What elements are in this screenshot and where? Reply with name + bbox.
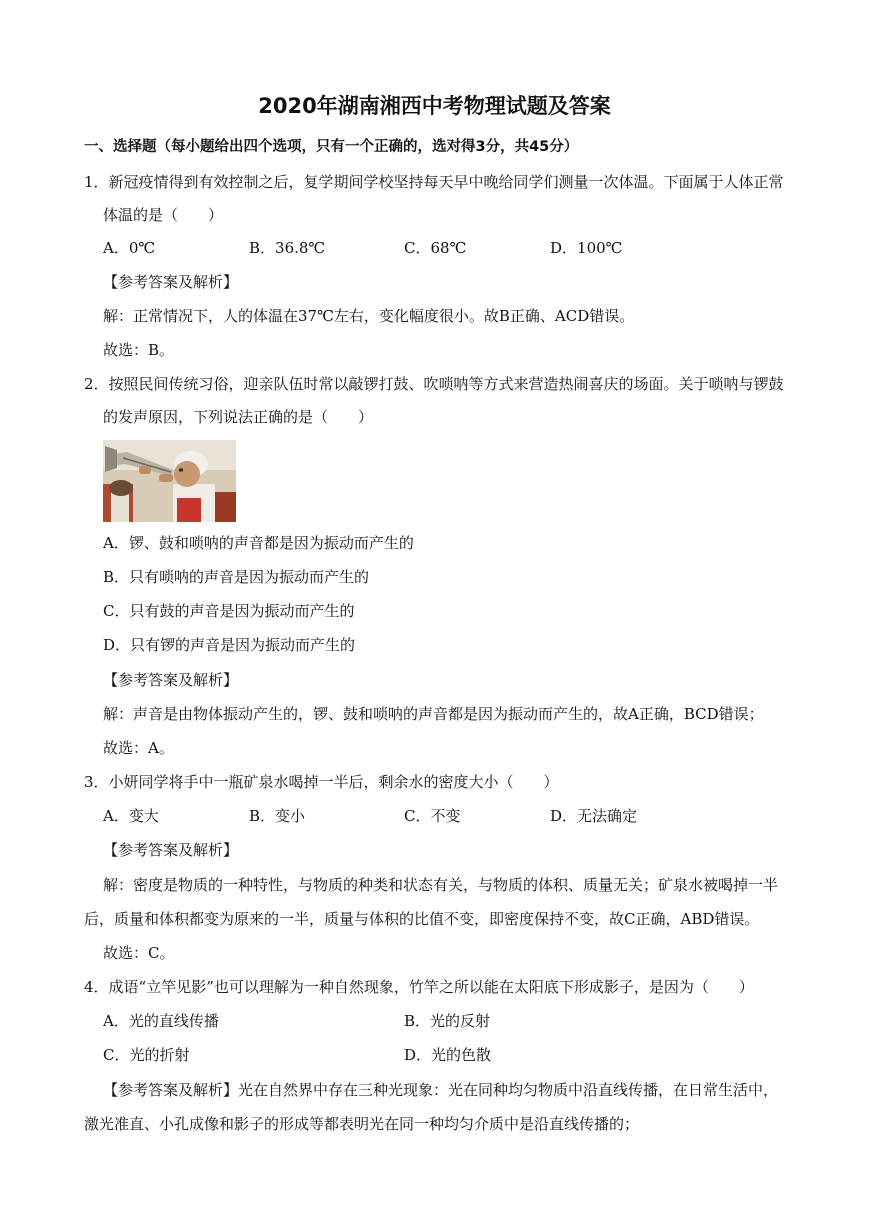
q2-answer-label: 【参考答案及解析】 — [103, 671, 239, 689]
q2-analysis: 解：声音是由物体振动产生的，锣、鼓和唢呐的声音都是因为振动而产生的，故A正确，BCD错误； — [103, 705, 764, 723]
q1-choice: 故选：B。 — [103, 341, 175, 359]
q3-analysis-line1: 解：密度是物质的一种特性，与物质的种类和状态有关，与物质的体积、质量无关；矿泉水被喝掉一半 — [103, 876, 779, 894]
suona-player-photo — [103, 440, 236, 522]
q1-analysis: 解：正常情况下，人的体温在37℃左右，变化幅度很小。故B正确、ACD错误。 — [103, 307, 635, 325]
q3-option-a: A．变大 — [103, 807, 159, 825]
q1-option-b: B．36.8℃ — [249, 239, 326, 257]
q2-stem-line1: 2．按照民间传统习俗，迎亲队伍时常以敲锣打鼓、吹唢呐等方式来营造热闹喜庆的场面。关于唢呐与锣鼓 — [84, 375, 784, 393]
q4-answer-label: 【参考答案及解析】 — [103, 1081, 239, 1099]
q2-option-d: D．只有锣的声音是因为振动而产生的 — [103, 636, 356, 654]
q4-answer-line1 — [103, 1080, 778, 1100]
q4-option-a: A．光的直线传播 — [103, 1012, 219, 1030]
q4-analysis-line2: 激光准直、小孔成像和影子的形成等都表明光在同一种均匀介质中是沿直线传播的； — [84, 1115, 640, 1133]
section-heading: 一、选择题（每小题给出四个选项，只有一个正确的，选对得3分，共45分） — [84, 139, 579, 155]
q3-choice: 故选：C。 — [103, 944, 175, 962]
q1-stem-line1: 1．新冠疫情得到有效控制之后，复学期间学校坚持每天早中晚给同学们测量一次体温。下面属于人体正常 — [84, 173, 784, 191]
q1-option-a: A．0℃ — [103, 239, 156, 257]
q4-option-b: B．光的反射 — [404, 1012, 491, 1030]
q2-option-c: C．只有鼓的声音是因为振动而产生的 — [103, 602, 355, 620]
q4-stem: 4．成语“立竿见影”也可以理解为一种自然现象，竹竿之所以能在太阳底下形成影子，是因为（ ） — [84, 978, 754, 996]
q1-answer-label: 【参考答案及解析】 — [103, 273, 239, 291]
q1-option-c: C．68℃ — [404, 239, 467, 257]
q3-option-d: D．无法确定 — [550, 807, 638, 825]
q2-stem-line2: 的发声原因，下列说法正确的是（ ） — [103, 408, 374, 426]
q2-choice: 故选：A。 — [103, 739, 174, 757]
q4-option-c: C．光的折射 — [103, 1046, 190, 1064]
q3-analysis-line2: 后，质量和体积都变为原来的一半，质量与体积的比值不变，即密度保持不变，故C正确，ABD错误。 — [84, 910, 760, 928]
q3-answer-label: 【参考答案及解析】 — [103, 841, 239, 859]
q1-stem-line2: 体温的是（ ） — [103, 206, 224, 224]
q3-option-c: C．不变 — [404, 807, 461, 825]
q4-analysis-line1: 光在自然界中存在三种光现象：光在同种均匀物质中沿直线传播，在日常生活中， — [238, 1081, 779, 1099]
q3-option-b: B．变小 — [249, 807, 306, 825]
q2-option-b: B．只有唢呐的声音是因为振动而产生的 — [103, 568, 370, 586]
document-title: 2020年湖南湘西中考物理试题及答案 — [258, 94, 611, 118]
suona-player-illustration — [103, 440, 236, 522]
q2-option-a: A．锣、鼓和唢呐的声音都是因为振动而产生的 — [103, 534, 414, 552]
q3-stem: 3．小妍同学将手中一瓶矿泉水喝掉一半后，剩余水的密度大小（ ） — [84, 773, 559, 791]
q1-option-d: D．100℃ — [550, 239, 623, 257]
q4-option-d: D．光的色散 — [404, 1046, 492, 1064]
